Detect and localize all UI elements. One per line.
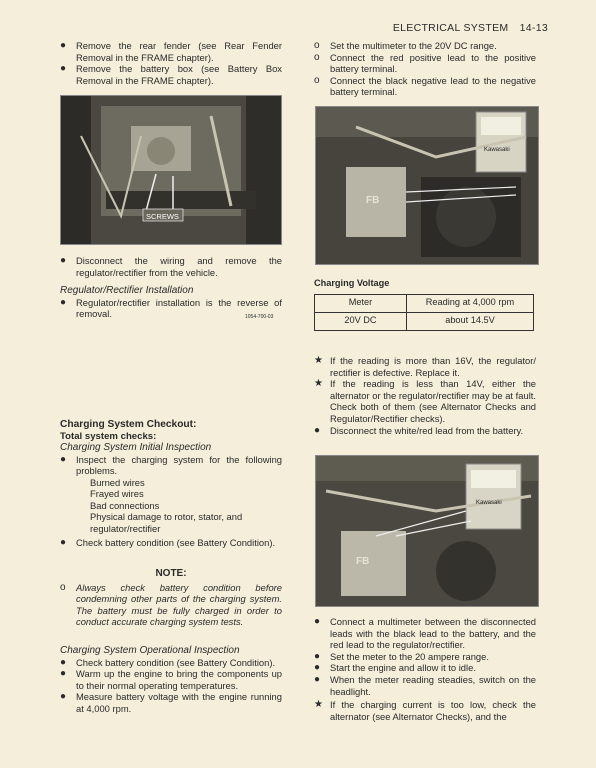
battery-label: FB bbox=[366, 195, 380, 206]
note-block bbox=[60, 568, 282, 628]
section-title: ELECTRICAL SYSTEM bbox=[392, 22, 509, 34]
problem-item: Bad connections bbox=[90, 499, 160, 511]
list-item: ● Set the meter to the 20 ampere range. bbox=[314, 650, 489, 662]
operational-section bbox=[60, 645, 282, 715]
star-note: ★ If the charging current is too low, check the alternator (see Alternator Checks), and the bbox=[314, 699, 536, 722]
list-item: ● Disconnect the wiring and remove the regulator/rectifier from the vehicle. bbox=[60, 255, 282, 278]
star-note: ★ If the reading is less than 14V, either the alternator or the regulator/rectifier may be at fault. Check both of them (see Alternator Checks and Regulator/Rectifier checks). bbox=[314, 378, 536, 424]
table-cell: 20V DC bbox=[315, 312, 407, 330]
list-item: ● Check battery condition (see Battery Condition). bbox=[60, 656, 276, 668]
current-test-photo bbox=[315, 455, 539, 607]
regulator-photo bbox=[60, 95, 282, 245]
list-item: ● Check battery condition (see Battery Condition). bbox=[60, 537, 276, 548]
meter-brand-label: Kawasaki bbox=[476, 500, 502, 506]
voltage-test-photo bbox=[315, 106, 539, 265]
list-item: ● Measure battery voltage with the engine running at 4,000 rpm. bbox=[60, 691, 282, 714]
table-header-row bbox=[315, 294, 534, 312]
list-item: ● Warm up the engine to bring the components up to their normal operating temperatures. bbox=[60, 668, 282, 691]
multimeter-steps bbox=[314, 40, 536, 98]
list-item: ● Connect a multimeter between the disconnected leads with the black lead to the battery, and the red lead to the regulator/rectifier. bbox=[314, 616, 536, 651]
checkout-heading: Charging System Checkout: bbox=[60, 419, 197, 430]
list-item: ● Regulator/rectifier installation is the reverse of removal. bbox=[60, 296, 282, 320]
list-item: ● Remove the battery box (see Battery Box Removal in the FRAME chapter). bbox=[60, 63, 282, 86]
list-item: ● Start the engine and allow it to idle. bbox=[314, 662, 476, 674]
operational-heading: Charging System Operational Inspection bbox=[60, 645, 240, 656]
problem-item: Frayed wires bbox=[90, 488, 144, 500]
regulator-photo-art bbox=[61, 96, 281, 244]
list-item: o Connect the black negative lead to the negative battery terminal. bbox=[314, 74, 536, 98]
reading-notes bbox=[314, 355, 536, 436]
list-item: ● Disconnect the white/red lead from the battery. bbox=[314, 424, 524, 436]
page-header bbox=[393, 22, 548, 34]
table-caption: Charging Voltage bbox=[314, 278, 390, 288]
list-item: o Set the multimeter to the 20V DC range. bbox=[314, 40, 497, 51]
left-top-bullets bbox=[60, 40, 282, 86]
checkout-section bbox=[60, 419, 282, 549]
list-item: o Connect the red positive lead to the positive battery terminal. bbox=[314, 51, 536, 75]
problem-item: Burned wires bbox=[90, 476, 145, 488]
total-checks-heading: Total system checks: bbox=[60, 430, 157, 442]
problem-item: Physical damage to rotor, stator, and regulator/rectifier bbox=[90, 511, 243, 534]
charging-voltage-block bbox=[314, 278, 534, 331]
voltage-test-photo-art bbox=[316, 107, 538, 264]
list-item: ● When the meter reading steadies, switch on the headlight. bbox=[314, 673, 536, 697]
table-header-cell: Meter bbox=[315, 294, 407, 312]
table-row bbox=[315, 312, 534, 330]
current-test-photo-art bbox=[316, 456, 538, 606]
figure-code: 1054-700-03 bbox=[245, 314, 274, 320]
initial-inspection-heading: Charging System Initial Inspection bbox=[60, 442, 212, 454]
note-item: o Always check battery condition before condemning other parts of the charging system. The battery must be fully charged in order to conduct accurate charging system tests. bbox=[60, 581, 282, 628]
disconnect-wiring-step bbox=[60, 255, 282, 278]
meter-brand-label: Kawasaki bbox=[484, 147, 510, 153]
list-item: ● Remove the rear fender (see Rear Fender Removal in the FRAME chapter). bbox=[60, 40, 282, 63]
star-note: ★ If the reading is more than 16V, the regulator/ rectifier is defective. Replace it. bbox=[314, 355, 536, 378]
list-item: ● Inspect the charging system for the following problems. bbox=[60, 453, 282, 477]
charging-voltage-table bbox=[314, 294, 534, 331]
current-test-steps bbox=[314, 616, 536, 722]
table-header-cell: Reading at 4,000 rpm bbox=[406, 294, 533, 312]
table-cell: about 14.5V bbox=[406, 312, 533, 330]
photo-callout-screws: SCREWS bbox=[146, 212, 179, 221]
battery-label: FB bbox=[356, 556, 370, 567]
page-number: 14-13 bbox=[519, 22, 548, 34]
note-title: NOTE: bbox=[155, 568, 187, 579]
installation-heading: Regulator/Rectifier Installation bbox=[60, 285, 194, 296]
